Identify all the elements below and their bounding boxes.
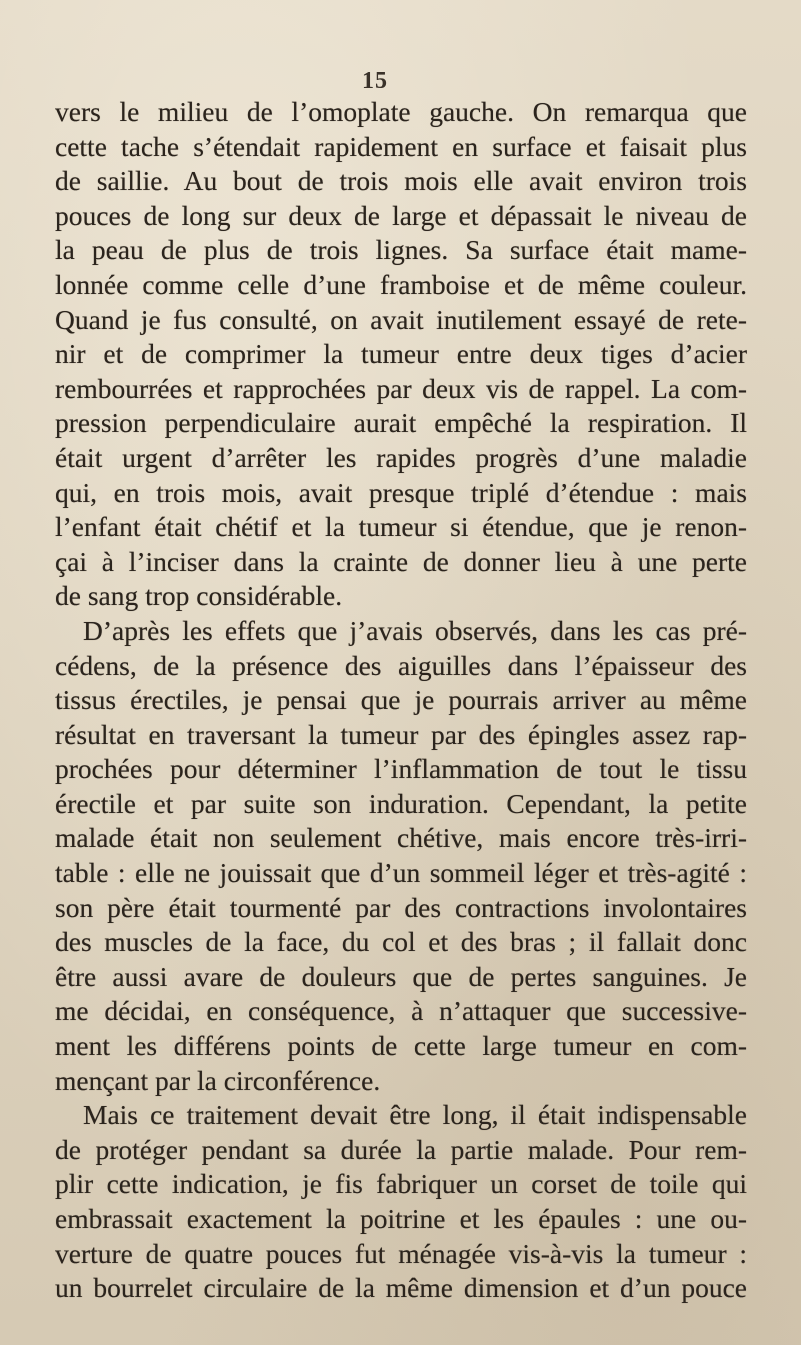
text-line: embrassait exactement la poitrine et les épaules : une ou- bbox=[55, 1203, 747, 1234]
text-line: verture de quatre pouces fut ménagée vis-à-vis la tumeur : bbox=[55, 1237, 747, 1269]
text-line: pression perpendiculaire aurait empêché la respiration. Il bbox=[55, 407, 747, 439]
text-line: malade était non seulement chétive, mais encore très-irri- bbox=[55, 822, 747, 854]
text-line: rembourrées et rapprochées par deux vis de rappel. La com- bbox=[55, 372, 747, 404]
text-line: de sang trop considérable. bbox=[55, 580, 343, 612]
page-number: 15 bbox=[362, 68, 388, 94]
text-line: qui, en trois mois, avait presque triplé d’étendue : mais bbox=[55, 476, 747, 508]
text-line: son père était tourmenté par des contractions involontaires bbox=[55, 891, 747, 923]
text-line: de protéger pendant sa durée la partie malade. Pour rem- bbox=[55, 1133, 747, 1165]
text-line: lonnée comme celle d’une framboise et de même couleur. bbox=[55, 268, 747, 300]
text-line: ment les différens points de cette large tumeur en com- bbox=[55, 1030, 747, 1062]
text-line: D’après les effets que j’avais observés, dans les cas pré- bbox=[83, 614, 747, 646]
text-line: un bourrelet circulaire de la même dimension et d’un pouce bbox=[55, 1272, 747, 1304]
text-line: cédens, de la présence des aiguilles dans l’épaisseur des bbox=[55, 649, 747, 681]
text-line: pouces de long sur deux de large et dépassait le niveau de bbox=[55, 199, 747, 231]
text-line: tissus érectiles, je pensai que je pourrais arriver au même bbox=[55, 684, 747, 716]
text-line: plir cette indication, je fis fabriquer un corset de toile qui bbox=[55, 1168, 747, 1200]
text-line: me décidai, en conséquence, à n’attaquer que successive- bbox=[55, 995, 747, 1027]
text-line: mençant par la circonférence. bbox=[55, 1064, 381, 1096]
text-line: Quand je fus consulté, on avait inutilement essayé de rete- bbox=[55, 303, 747, 335]
body-text bbox=[55, 95, 747, 1306]
text-line: table : elle ne jouissait que d’un sommeil léger et très-agité : bbox=[55, 857, 747, 889]
text-line: de saillie. Au bout de trois mois elle avait environ trois bbox=[55, 165, 747, 197]
text-line: nir et de comprimer la tumeur entre deux tiges d’acier bbox=[55, 338, 747, 370]
text-line: Mais ce traitement devait être long, il était indispensable bbox=[83, 1099, 747, 1131]
text-line: vers le milieu de l’omoplate gauche. On remarqua que bbox=[55, 96, 747, 127]
text-line: çai à l’inciser dans la crainte de donner lieu à une perte bbox=[55, 545, 747, 577]
text-line: cette tache s’étendait rapidement en surface et faisait plus bbox=[55, 130, 747, 162]
text-line: résultat en traversant la tumeur par des épingles assez rap- bbox=[55, 718, 747, 750]
text-line: prochées pour déterminer l’inflammation de tout le tissu bbox=[55, 753, 747, 785]
text-line: des muscles de la face, du col et des bras ; il fallait donc bbox=[55, 926, 747, 958]
text-line: érectile et par suite son induration. Cependant, la petite bbox=[55, 787, 747, 819]
text-line: la peau de plus de trois lignes. Sa surface était mame- bbox=[55, 234, 747, 266]
text-line: être aussi avare de douleurs que de pertes sanguines. Je bbox=[55, 960, 747, 992]
text-line: l’enfant était chétif et la tumeur si étendue, que je renon- bbox=[55, 511, 747, 543]
text-line: était urgent d’arrêter les rapides progrès d’une maladie bbox=[55, 441, 747, 473]
